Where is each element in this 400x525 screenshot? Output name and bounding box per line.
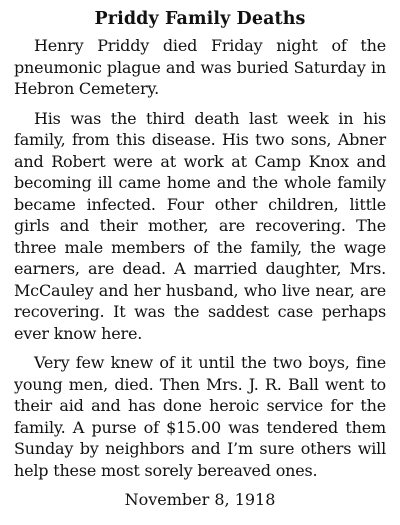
newspaper-clipping xyxy=(14,6,386,511)
article-paragraph-1: Henry Priddy died Friday night of the pneumonic plague and was buried Saturday in Hebron Cemetery. xyxy=(14,36,386,98)
article-paragraph-2: His was the third death last week in his family, from this disease. His two sons, Abner and Robert were at work at Camp Knox and becoming ill came home and the whole family became infected. Four other children, little girls and their mother, are recovering. The three male members of the family, the wage earners, are dead. A married daughter, Mrs. McCauley and her husband, who live near, are recovering. It was the saddest case perhaps ever know here. xyxy=(14,108,386,343)
article-paragraph-3: Very few knew of it until the two boys, fine young men, died. Then Mrs. J. R. Ball went to their aid and has done heroic service for the family. A purse of $15.00 was tendered them Sunday by neighbors and I’m sure others will help these most sorely bereaved ones. xyxy=(14,353,386,480)
article-headline: Priddy Family Deaths xyxy=(94,9,306,29)
article-date: November 8, 1918 xyxy=(124,490,276,509)
